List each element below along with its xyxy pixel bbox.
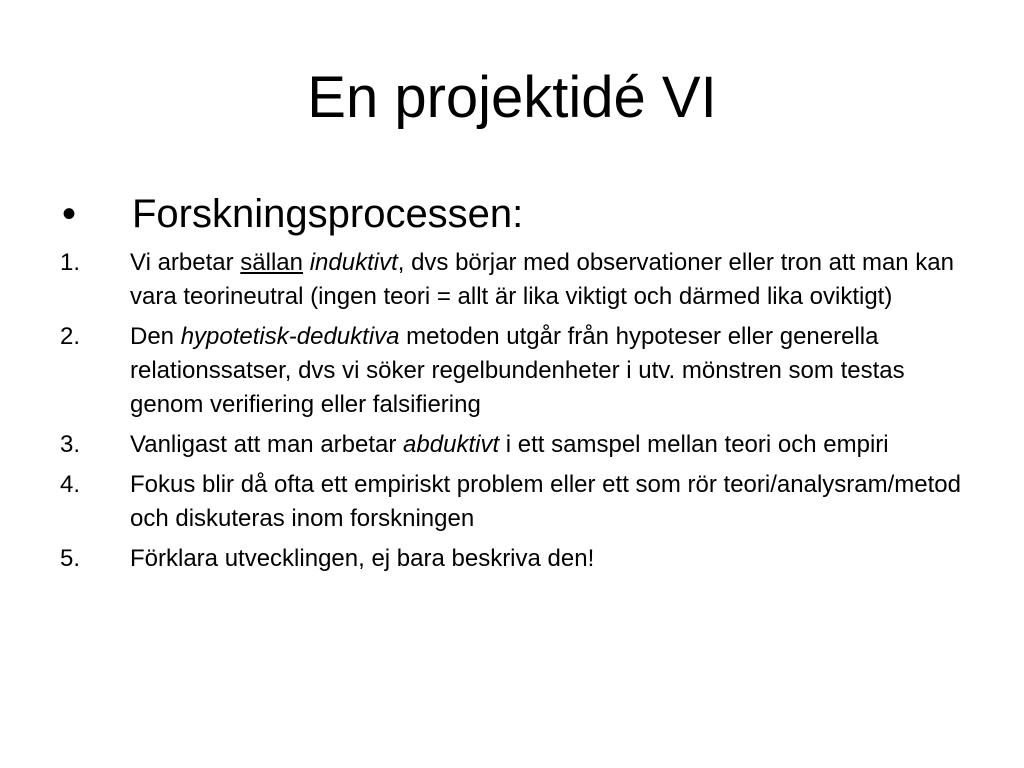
- list-item-number: 5.: [60, 545, 81, 572]
- text-run-italic: abduktivt: [403, 431, 500, 458]
- list-item-text: [130, 320, 970, 422]
- text-run-underlined: sällan: [240, 249, 304, 276]
- list-item: [60, 542, 970, 576]
- list-item: [60, 320, 970, 422]
- list-item: [60, 468, 970, 536]
- text-run: [303, 249, 310, 276]
- list-item-number: 1.: [60, 249, 81, 276]
- list-item-number: 4.: [60, 471, 81, 498]
- bullet-marker: •: [62, 192, 77, 236]
- slide-content: [60, 190, 970, 582]
- text-run: Fokus blir då ofta ett empiriskt problem eller ett som rör teori/analysram/metod och diskuteras inom forskningen: [130, 471, 961, 532]
- text-run: Vanligast att man arbetar: [130, 431, 404, 458]
- list-item-text: [130, 542, 970, 576]
- text-run-italic: hypotetisk-deduktiva: [180, 323, 400, 350]
- list-item-text: [130, 428, 970, 462]
- text-run: metoden utgår från hypoteser eller generella relationssatser, dvs vi söker regelbundenheter i utv. mönstren som testas genom verifiering eller falsifiering: [130, 323, 905, 418]
- text-run: Vi arbetar: [130, 249, 241, 276]
- text-run: , dvs börjar med observationer eller tron att man kan vara teorineutral (ingen teori = allt är lika viktigt och därmed lika oviktigt): [130, 249, 954, 310]
- bullet-heading: [60, 190, 970, 238]
- list-item-number: 2.: [60, 323, 81, 350]
- list-item-number: 3.: [60, 431, 81, 458]
- text-run: Den: [130, 323, 181, 350]
- list-item-text: [130, 246, 970, 314]
- text-run: i ett samspel mellan teori och empiri: [499, 431, 889, 458]
- bullet-heading-text: Forskningsprocessen:: [132, 192, 524, 236]
- list-item-text: [130, 468, 970, 536]
- text-run: Förklara utvecklingen, ej bara beskriva den!: [130, 545, 595, 572]
- slide-title: En projektidé VI: [307, 65, 717, 130]
- list-item: [60, 428, 970, 462]
- list-item: [60, 246, 970, 314]
- text-run-italic: induktivt: [309, 249, 398, 276]
